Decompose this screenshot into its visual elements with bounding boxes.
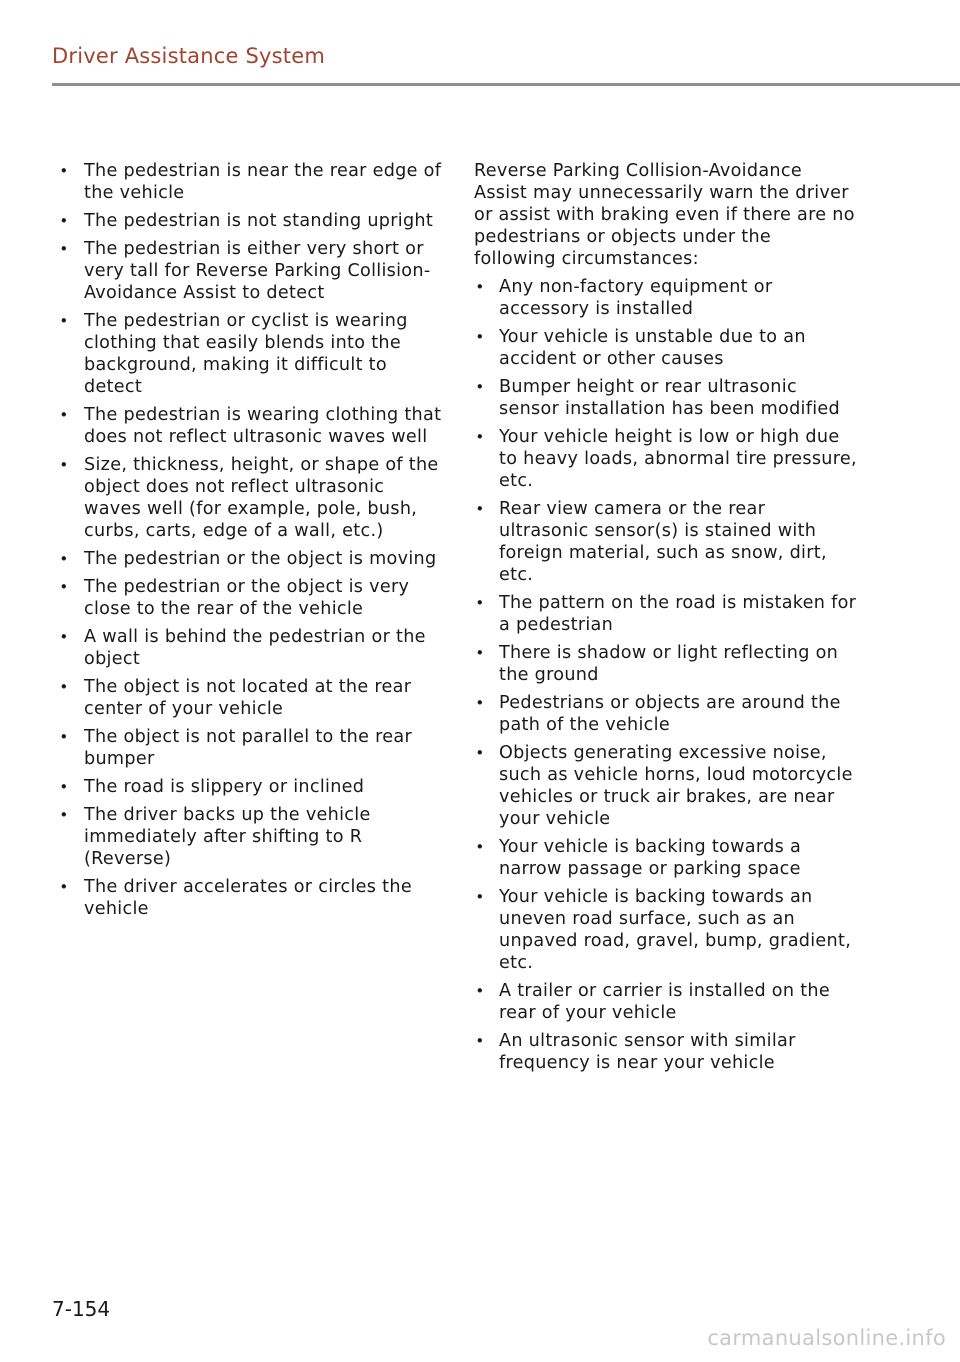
bullet-icon: •	[475, 644, 485, 662]
list-item	[474, 426, 858, 492]
list-item-text: The road is slippery or inclined	[84, 777, 365, 797]
list-item	[474, 592, 858, 636]
page-number: 7-154	[52, 1297, 111, 1321]
bullet-icon: •	[475, 378, 485, 396]
header-divider	[52, 83, 960, 86]
list-item-text: Your vehicle is backing towards a narrow passage or parking space	[499, 837, 802, 879]
list-item-text: A trailer or carrier is installed on the rear of your vehicle	[499, 981, 830, 1023]
list-item-text: A wall is behind the pedestrian or the object	[84, 627, 426, 669]
list-item	[474, 498, 858, 586]
bullet-icon: •	[475, 838, 485, 856]
list-item-text: The pedestrian is not standing upright	[84, 211, 434, 231]
page-header-title: Driver Assistance System	[52, 44, 325, 68]
list-item	[58, 548, 442, 570]
list-item-text: Rear view camera or the rear ultrasonic sensor(s) is stained with foreign material, such as snow, dirt, etc.	[499, 499, 827, 585]
bullet-icon: •	[59, 778, 69, 796]
list-item	[58, 454, 442, 542]
list-item	[474, 642, 858, 686]
bullet-icon: •	[475, 328, 485, 346]
list-item-text: The driver accelerates or circles the vehicle	[84, 877, 412, 919]
list-item-text: Size, thickness, height, or shape of the object does not reflect ultrasonic waves well (for example, pole, bush, curbs, carts, edge of a wall, etc.)	[84, 455, 439, 541]
bullet-icon: •	[59, 628, 69, 646]
list-item	[474, 326, 858, 370]
bullet-icon: •	[475, 888, 485, 906]
list-item	[474, 1030, 858, 1074]
list-item	[58, 210, 442, 232]
list-item	[58, 804, 442, 870]
list-item-text: The object is not parallel to the rear bumper	[84, 727, 413, 769]
bullet-icon: •	[475, 1032, 485, 1050]
bullet-icon: •	[475, 428, 485, 446]
bullet-icon: •	[59, 456, 69, 474]
list-item	[474, 886, 858, 974]
bullet-icon: •	[59, 406, 69, 424]
list-item-text: Pedestrians or objects are around the path of the vehicle	[499, 693, 841, 735]
bullet-icon: •	[475, 744, 485, 762]
list-item	[58, 726, 442, 770]
list-item	[474, 376, 858, 420]
list-item-text: The pedestrian is either very short or very tall for Reverse Parking Collision-Avoidance Assist to detect	[84, 239, 431, 303]
list-item	[58, 160, 442, 204]
bullet-icon: •	[475, 694, 485, 712]
list-item-text: Objects generating excessive noise, such as vehicle horns, loud motorcycle vehicles or truck air brakes, are near your vehicle	[499, 743, 853, 829]
list-item-text: The pedestrian or cyclist is wearing clothing that easily blends into the background, making it difficult to detect	[84, 311, 408, 397]
bullet-icon: •	[59, 550, 69, 568]
bullet-icon: •	[475, 982, 485, 1000]
right-bullet-list	[474, 276, 858, 1074]
list-item-text: The driver backs up the vehicle immediately after shifting to R (Reverse)	[84, 805, 371, 869]
list-item	[474, 276, 858, 320]
list-item-text: The pattern on the road is mistaken for a pedestrian	[499, 593, 857, 635]
left-column	[58, 160, 442, 926]
list-item	[58, 876, 442, 920]
bullet-icon: •	[475, 594, 485, 612]
list-item	[58, 676, 442, 720]
bullet-icon: •	[59, 240, 69, 258]
list-item	[58, 238, 442, 304]
left-bullet-list	[58, 160, 442, 920]
list-item	[474, 742, 858, 830]
list-item-text: Bumper height or rear ultrasonic sensor installation has been modified	[499, 377, 841, 419]
list-item-text: The pedestrian or the object is very close to the rear of the vehicle	[84, 577, 410, 619]
right-column	[474, 160, 858, 1080]
list-item	[58, 576, 442, 620]
list-item-text: The pedestrian is wearing clothing that does not reflect ultrasonic waves well	[84, 405, 442, 447]
list-item-text: The object is not located at the rear center of your vehicle	[84, 677, 412, 719]
bullet-icon: •	[475, 278, 485, 296]
list-item-text: Your vehicle is unstable due to an accident or other causes	[499, 327, 806, 369]
list-item	[58, 310, 442, 398]
list-item	[58, 626, 442, 670]
list-item-text: Your vehicle is backing towards an uneven road surface, such as an unpaved road, gravel, bump, gradient, etc.	[499, 887, 852, 973]
bullet-icon: •	[59, 806, 69, 824]
right-column-intro: Reverse Parking Collision-Avoidance Assist may unnecessarily warn the driver or assist with braking even if there are no pedestrians or objects under the following circumstances:	[474, 161, 855, 269]
list-item	[58, 404, 442, 448]
list-item-text: There is shadow or light reflecting on the ground	[499, 643, 839, 685]
list-item-text: Any non-factory equipment or accessory is installed	[499, 277, 773, 319]
list-item-text: The pedestrian or the object is moving	[84, 549, 437, 569]
watermark-text: carmanualsonline.info	[707, 1326, 946, 1350]
bullet-icon: •	[59, 312, 69, 330]
list-item-text: The pedestrian is near the rear edge of the vehicle	[84, 161, 442, 203]
bullet-icon: •	[475, 500, 485, 518]
bullet-icon: •	[59, 212, 69, 230]
bullet-icon: •	[59, 728, 69, 746]
bullet-icon: •	[59, 578, 69, 596]
list-item-text: Your vehicle height is low or high due to heavy loads, abnormal tire pressure, etc.	[499, 427, 857, 491]
list-item	[474, 692, 858, 736]
list-item	[474, 980, 858, 1024]
list-item	[58, 776, 442, 798]
bullet-icon: •	[59, 162, 69, 180]
list-item-text: An ultrasonic sensor with similar frequency is near your vehicle	[499, 1031, 796, 1073]
list-item	[474, 836, 858, 880]
bullet-icon: •	[59, 878, 69, 896]
bullet-icon: •	[59, 678, 69, 696]
